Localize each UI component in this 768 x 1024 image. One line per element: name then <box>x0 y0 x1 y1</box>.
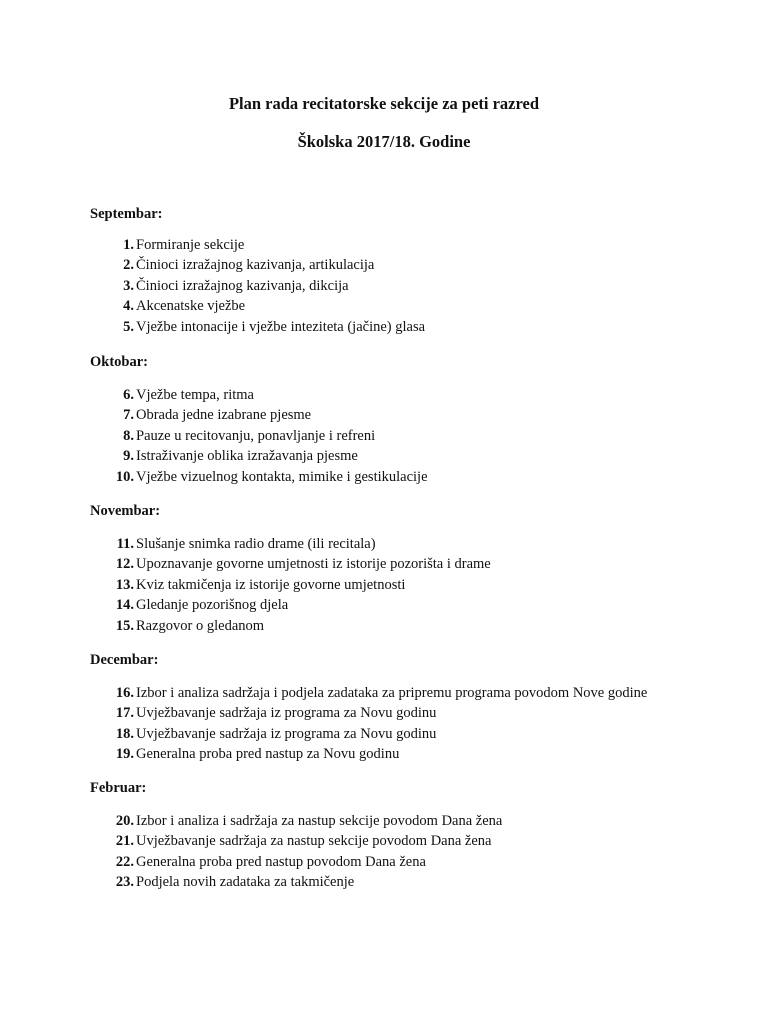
list-item <box>90 831 710 851</box>
item-number: 12. <box>115 556 134 573</box>
item-number: 22. <box>115 853 134 870</box>
item-text: Uvježbavanje sadržaja iz programa za Novu godinu <box>136 705 437 722</box>
item-number: 13. <box>115 576 134 593</box>
task-list <box>90 385 710 487</box>
item-text: Vježbe intonacije i vježbe inteziteta (jačine) glasa <box>136 318 426 335</box>
item-text: Pauze u recitovanju, ponavljanje i refreni <box>136 427 376 444</box>
list-item <box>90 724 710 744</box>
item-number: 8. <box>123 427 134 444</box>
item-number: 9. <box>123 448 134 465</box>
list-item <box>90 616 710 636</box>
list-item <box>90 296 710 316</box>
item-number: 21. <box>115 833 134 850</box>
section-oktobar <box>90 352 710 485</box>
task-list <box>90 683 710 765</box>
item-number: 18. <box>115 725 134 742</box>
item-text: Formiranje sekcije <box>136 237 245 253</box>
month-heading: Februar: <box>90 780 147 796</box>
list-item <box>90 703 710 723</box>
item-number: 11. <box>116 536 134 552</box>
list-item <box>90 385 710 405</box>
document-subtitle: Školska 2017/18. Godine <box>297 132 471 151</box>
item-text: Istraživanje oblika izražavanja pjesme <box>136 448 358 465</box>
list-item <box>90 811 710 831</box>
item-text: Uvježbavanje sadržaja za nastup sekcije povodom Dana žena <box>136 833 492 850</box>
item-text: Kviz takmičenja iz istorije govorne umjetnosti <box>136 576 406 593</box>
list-item <box>90 554 710 574</box>
item-number: 10. <box>115 468 134 485</box>
list-item <box>90 446 710 466</box>
item-number: 7. <box>123 407 134 424</box>
list-item <box>90 405 710 425</box>
item-number: 6. <box>123 387 134 403</box>
item-number: 4. <box>123 298 134 315</box>
month-heading: Decembar: <box>90 652 159 668</box>
list-item <box>90 467 710 487</box>
item-number: 1. <box>123 237 134 253</box>
item-text: Razgovor o gledanom <box>136 617 265 634</box>
item-number: 3. <box>123 277 134 294</box>
section-februar <box>90 778 710 891</box>
item-text: Akcenatske vježbe <box>136 298 246 315</box>
list-item <box>90 255 710 275</box>
item-text: Gledanje pozorišnog djela <box>136 597 289 614</box>
item-text: Izbor i analiza i sadržaja za nastup sekcije povodom Dana žena <box>136 813 503 829</box>
item-text: Slušanje snimka radio drame (ili recitala) <box>136 536 376 552</box>
item-text: Vježbe vizuelnog kontakta, mimike i gestikulacije <box>136 468 428 485</box>
item-text: Uvježbavanje sadržaja iz programa za Novu godinu <box>136 725 437 742</box>
item-number: 2. <box>123 257 134 274</box>
list-item <box>90 235 710 255</box>
item-number: 23. <box>115 874 134 891</box>
task-list <box>90 534 710 636</box>
list-item <box>90 744 710 764</box>
item-number: 19. <box>115 746 134 763</box>
list-item <box>90 317 710 337</box>
item-text: Izbor i analiza sadržaja i podjela zadataka za pripremu programa povodom Nove godine <box>136 685 648 701</box>
section-decembar <box>90 650 710 763</box>
task-list <box>90 235 710 337</box>
list-item <box>90 683 710 703</box>
item-text: Upoznavanje govorne umjetnosti iz istorije pozorišta i drame <box>136 556 491 573</box>
list-item <box>90 852 710 872</box>
item-text: Činioci izražajnog kazivanja, artikulacija <box>136 257 375 274</box>
section-novembar <box>90 501 710 634</box>
item-text: Obrada jedne izabrane pjesme <box>136 407 312 424</box>
item-number: 20. <box>115 813 134 829</box>
list-item <box>90 276 710 296</box>
list-item <box>90 534 710 554</box>
list-item <box>90 595 710 615</box>
item-text: Generalna proba pred nastup za Novu godinu <box>136 746 400 763</box>
task-list <box>90 811 710 893</box>
item-text: Generalna proba pred nastup povodom Dana žena <box>136 853 426 870</box>
item-number: 14. <box>115 597 134 614</box>
section-septembar <box>90 204 710 335</box>
item-number: 16. <box>115 685 134 701</box>
list-item <box>90 426 710 446</box>
list-item <box>90 575 710 595</box>
month-heading: Oktobar: <box>90 354 148 370</box>
item-text: Podjela novih zadataka za takmičenje <box>136 874 355 891</box>
item-number: 17. <box>115 705 134 722</box>
month-heading: Septembar: <box>90 206 163 222</box>
item-text: Vježbe tempa, ritma <box>136 387 254 403</box>
list-item <box>90 872 710 892</box>
item-number: 15. <box>115 617 134 634</box>
item-text: Činioci izražajnog kazivanja, dikcija <box>136 277 349 294</box>
document-title: Plan rada recitatorske sekcije za peti razred <box>228 94 540 113</box>
item-number: 5. <box>123 318 134 335</box>
month-heading: Novembar: <box>90 503 161 519</box>
